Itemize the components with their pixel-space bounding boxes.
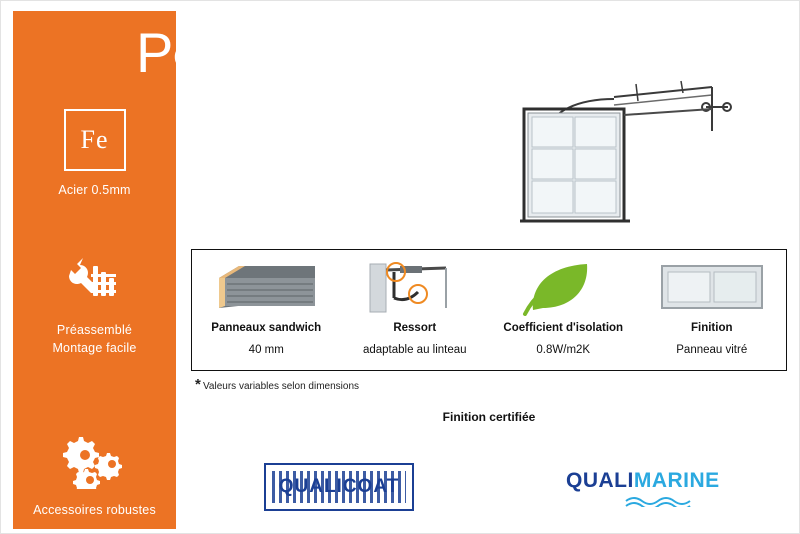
feature-title: Finition — [690, 322, 733, 334]
title-drop-cap: P — [136, 21, 174, 84]
orange-sidebar — [13, 11, 176, 529]
feature-value: 0.8W/m2K — [536, 344, 591, 356]
spring-mechanism-icon — [341, 256, 490, 318]
fe-square-icon — [64, 109, 126, 171]
sidebar-item-acier — [13, 109, 176, 199]
certification-label: Finition certifiée — [442, 410, 536, 424]
feature-title: Coefficient d'isolation — [503, 322, 624, 334]
qualimarine-part1: QUALI — [566, 469, 634, 492]
feature-ressort — [341, 250, 490, 370]
sidebar-caption-montage: Montage facile — [52, 341, 137, 355]
feature-finition — [638, 250, 787, 370]
footnote-star: * — [195, 376, 201, 393]
porte-industrielle-vitree-photo — [506, 79, 746, 224]
footnote — [195, 376, 360, 393]
green-leaf-icon — [489, 256, 638, 318]
features-box — [191, 249, 787, 371]
feature-panneaux-sandwich — [192, 250, 341, 370]
feature-coefficient-isolation — [489, 250, 638, 370]
sandwich-panel-icon — [192, 256, 341, 318]
feature-value: Panneau vitré — [676, 344, 748, 356]
sidebar-caption-preassemble: Préassemblé — [56, 323, 133, 337]
qualimarine-logo — [566, 469, 726, 507]
feature-title: Ressort — [393, 322, 437, 334]
qualimarine-part2: MARINE — [633, 469, 720, 492]
feature-value: adaptable au linteau — [362, 344, 467, 356]
fe-symbol: Fe — [80, 125, 109, 154]
sidebar-item-montage — [13, 249, 176, 357]
qualicoat-label: QUALICOAT — [278, 476, 400, 497]
sidebar-item-accessoires — [13, 429, 176, 519]
feature-title: Panneaux sandwich — [211, 322, 322, 334]
qualicoat-logo — [264, 463, 414, 511]
sidebar-caption-acier: Acier 0.5mm — [58, 183, 131, 197]
glazed-panel-icon — [638, 256, 787, 318]
wrench-tools-icon — [13, 249, 176, 311]
title-rest: orte industrielle vitrée — [173, 36, 497, 74]
page-title — [136, 21, 497, 84]
footnote-text: Valeurs variables selon dimensions — [203, 381, 360, 392]
feature-value: 40 mm — [248, 344, 284, 356]
sidebar-caption-accessoires: Accessoires robustes — [33, 503, 156, 517]
wave-icon — [566, 493, 716, 507]
qualimarine-label — [566, 469, 726, 493]
gears-icon — [13, 429, 176, 491]
